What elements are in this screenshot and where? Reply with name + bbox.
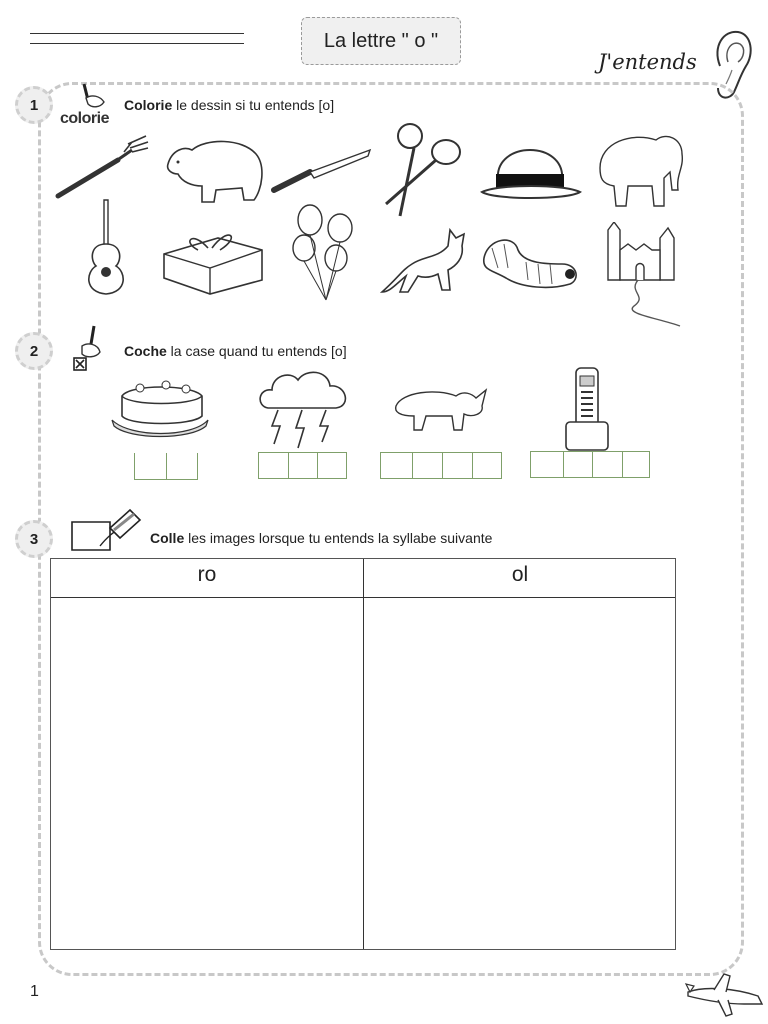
fork-icon (54, 134, 150, 202)
syllable-box[interactable] (530, 451, 563, 478)
syllable-box[interactable] (380, 452, 412, 479)
balloons-icon (288, 202, 360, 304)
drop-zone-ol[interactable] (364, 598, 675, 949)
syllable-box[interactable] (258, 452, 288, 479)
instruction-verb-2: Coche (124, 343, 167, 359)
instruction-text-1: le dessin si tu entends [o] (172, 97, 335, 113)
syllable-boxes-phone[interactable] (530, 451, 650, 478)
exercise-number-3: 3 (15, 520, 53, 558)
castle-icon (598, 222, 686, 330)
cake-icon (110, 376, 210, 438)
syllable-box[interactable] (622, 451, 650, 478)
page-title: La lettre " o " (301, 17, 461, 65)
airplane-icon (684, 970, 766, 1020)
instruction-verb-3: Colle (150, 530, 185, 546)
syllable-box[interactable] (317, 452, 347, 479)
colorie-badge: colorie (60, 110, 109, 127)
instruction-text-2: la case quand tu entends [o] (166, 343, 347, 359)
bear-icon (162, 134, 268, 206)
phone-icon (562, 366, 612, 452)
exercise-number-2: 2 (15, 332, 53, 370)
syllable-boxes-rhinoceros[interactable] (380, 452, 502, 479)
caterpillar-icon (478, 234, 582, 292)
column-header-ro: ro (197, 563, 217, 586)
instruction-2 (124, 343, 347, 359)
syllable-boxes-cake[interactable] (134, 453, 198, 480)
syllable-box[interactable] (442, 452, 472, 479)
elephant-icon (592, 128, 690, 210)
gift-icon (158, 218, 268, 296)
rhinoceros-icon (392, 384, 488, 434)
knife-icon (270, 146, 376, 194)
exercise-number-1: 1 (15, 86, 53, 124)
name-line-bottom (30, 43, 244, 44)
guitar-icon (80, 196, 132, 300)
syllable-box[interactable] (472, 452, 502, 479)
cat-icon (378, 222, 470, 298)
hat-icon (478, 130, 584, 206)
syllable-box[interactable] (412, 452, 442, 479)
syllable-box[interactable] (592, 451, 622, 478)
drop-zone-ro[interactable] (51, 598, 363, 949)
column-header-ol: ol (511, 563, 529, 586)
syllable-box[interactable] (134, 453, 166, 480)
instruction-3 (150, 530, 492, 546)
syllable-table (50, 558, 676, 950)
instruction-verb-1: Colorie (124, 97, 173, 113)
instruction-1 (124, 97, 334, 113)
scissors-icon (380, 120, 466, 220)
page-number: 1 (30, 983, 39, 1000)
syllable-box[interactable] (166, 453, 198, 480)
syllable-box[interactable] (563, 451, 592, 478)
syllable-box[interactable] (288, 452, 317, 479)
syllable-boxes-storm[interactable] (258, 452, 347, 479)
coloring-hand-icon (76, 82, 112, 112)
storm-cloud-icon (256, 366, 352, 452)
checkbox-hand-icon (72, 324, 110, 372)
glue-icon (70, 506, 142, 554)
subtitle-jentends: J'entends (598, 50, 697, 74)
instruction-text-3: les images lorsque tu entends la syllabe suivante (184, 530, 493, 546)
name-line-top (30, 33, 244, 34)
